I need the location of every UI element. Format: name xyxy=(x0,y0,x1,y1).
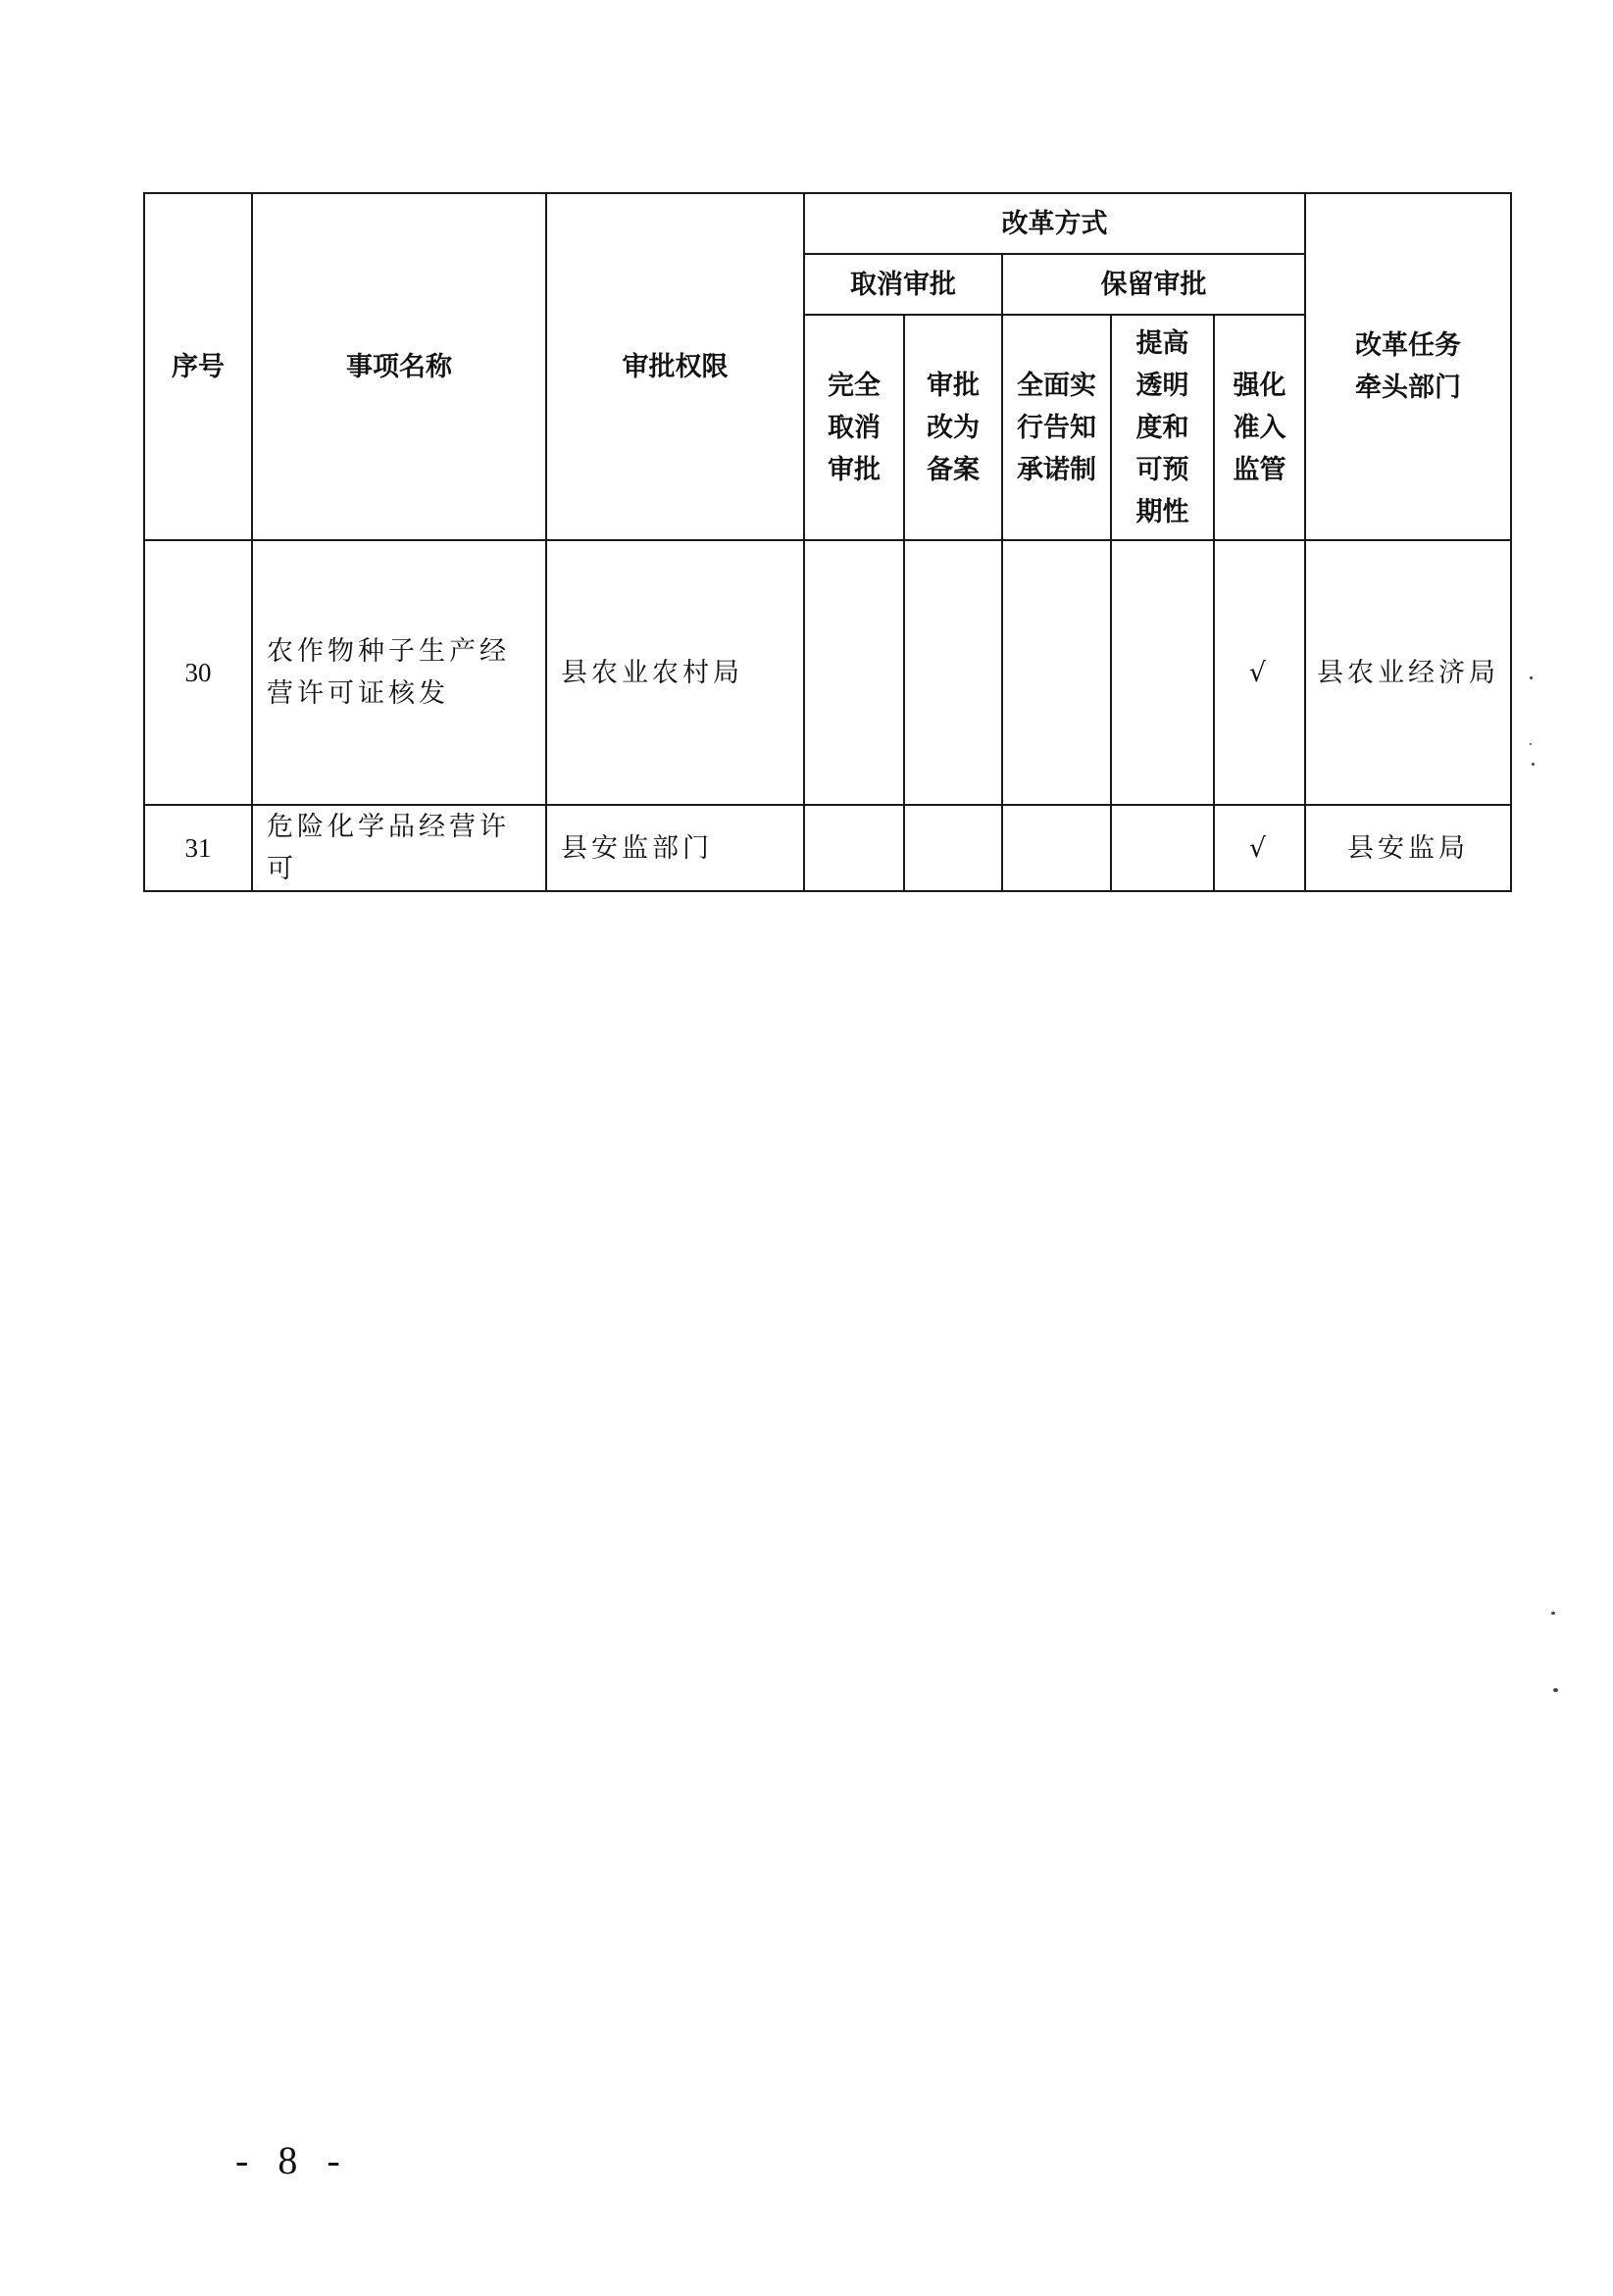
row-notification xyxy=(1002,540,1111,805)
row-index: 30 xyxy=(144,540,252,805)
header-line: 准入 xyxy=(1233,412,1286,443)
header-authority: 审批权限 xyxy=(546,193,804,540)
row-supervision-check: √ xyxy=(1214,805,1305,891)
header-line: 可预 xyxy=(1135,454,1189,485)
header-line: 度和 xyxy=(1135,412,1189,443)
header-line: 审批 xyxy=(828,454,881,485)
scan-speck xyxy=(1530,676,1533,679)
row-notification xyxy=(1002,805,1111,891)
row-item-name: 农作物种子生产经营许可证核发 xyxy=(252,540,546,805)
scan-speck xyxy=(1532,763,1535,766)
row-transparency xyxy=(1111,540,1214,805)
row-lead-department: 县农业经济局 xyxy=(1305,540,1511,805)
table-row xyxy=(144,805,1511,891)
header-line: 取消 xyxy=(828,412,881,443)
header-row xyxy=(144,193,1511,254)
header-line: 完全 xyxy=(828,370,881,401)
header-line: 期性 xyxy=(1135,496,1189,527)
header-line: 全面实 xyxy=(1017,370,1096,401)
row-to-filing xyxy=(904,540,1002,805)
header-line: 备案 xyxy=(927,454,980,485)
header-item-name: 事项名称 xyxy=(252,193,546,540)
reform-table xyxy=(143,192,1512,892)
row-to-filing xyxy=(904,805,1002,891)
row-authority: 县农业农村局 xyxy=(546,540,804,805)
header-lead-department xyxy=(1305,193,1511,540)
header-retain-group: 保留审批 xyxy=(1002,254,1305,315)
row-authority: 县安监部门 xyxy=(546,805,804,891)
header-line: 行告知 xyxy=(1017,412,1096,443)
scan-speck xyxy=(1553,1688,1558,1692)
header-line: 监管 xyxy=(1233,454,1286,485)
header-line: 强化 xyxy=(1233,370,1286,401)
header-line: 审批 xyxy=(927,370,980,401)
header-to-filing xyxy=(904,315,1002,540)
row-lead-department: 县安监局 xyxy=(1305,805,1511,891)
header-supervision xyxy=(1214,315,1305,540)
header-full-cancel xyxy=(804,315,904,540)
row-full-cancel xyxy=(804,540,904,805)
row-transparency xyxy=(1111,805,1214,891)
table-row xyxy=(144,540,1511,805)
header-line: 改为 xyxy=(927,412,980,443)
header-line: 提高 xyxy=(1135,327,1189,359)
header-notification xyxy=(1002,315,1111,540)
header-reform-method: 改革方式 xyxy=(804,193,1305,254)
row-full-cancel xyxy=(804,805,904,891)
header-cancel-group: 取消审批 xyxy=(804,254,1002,315)
header-lead-department-line: 牵头部门 xyxy=(1355,373,1461,403)
scan-speck xyxy=(1530,743,1532,745)
row-supervision-check: √ xyxy=(1214,540,1305,805)
scan-speck xyxy=(1551,1612,1555,1615)
header-line: 承诺制 xyxy=(1017,454,1096,485)
row-index: 31 xyxy=(144,805,252,891)
page-number: - 8 - xyxy=(235,2138,350,2182)
header-line: 透明 xyxy=(1135,370,1189,401)
row-item-name: 危险化学品经营许可 xyxy=(252,805,546,891)
header-transparency xyxy=(1111,315,1214,540)
header-index: 序号 xyxy=(144,193,252,540)
header-lead-department-line: 改革任务 xyxy=(1355,330,1461,361)
